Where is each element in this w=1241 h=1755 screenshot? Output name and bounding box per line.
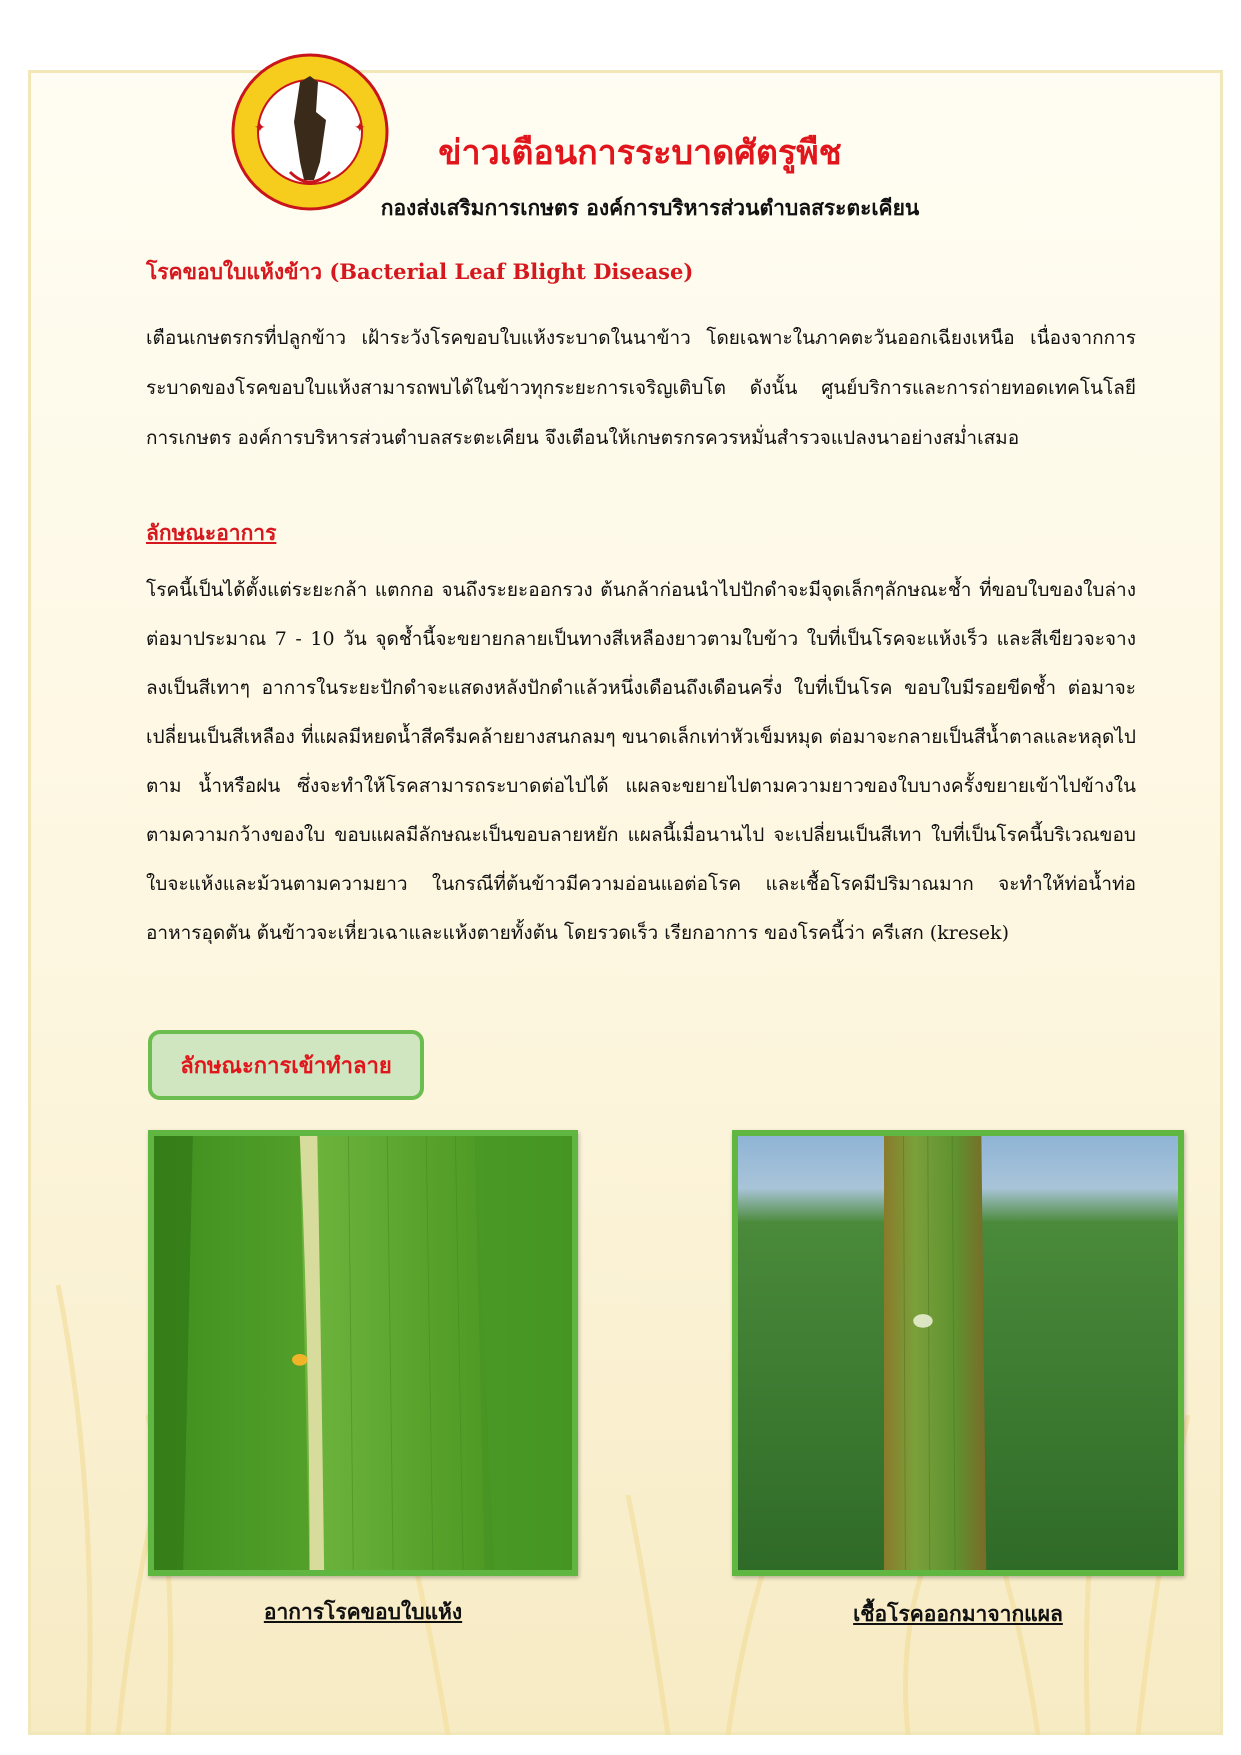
page-title: ข่าวเตือนการระบาดศัตรูพืช: [438, 133, 842, 173]
damage-badge: ลักษณะการเข้าทำลาย: [148, 1030, 424, 1100]
organization-logo: [230, 52, 390, 212]
svg-text:✦: ✦: [254, 120, 266, 136]
rice-stem-photo: [732, 1130, 1184, 1576]
symptoms-paragraph: โรคนี้เป็นได้ตั้งแต่ระยะกล้า แตกกอ จนถึงระยะออกรวง ต้นกล้าก่อนนำไปปักดำจะมีจุดเล็กๆลักษณะช้ำ ที่ขอบใบของใบล่าง ต่อมาประมาณ 7 - 10 วัน จุดช้ำนี้จะขยายกลายเป็นทางสีเหลืองยาวตามใบข้าว ใบที่เป็นโรคจะแห้งเร็ว และสีเขียวจะจางลงเป็นสีเทาๆ อาการในระยะปักดำจะแสดงหลังปักดำแล้วหนึ่งเดือนถึงเดือนครึ่ง ใบที่เป็นโรค ขอบใบมีรอยขีดช้ำ ต่อมาจะเปลี่ยนเป็นสีเหลือง ที่แผลมีหยดน้ำสีครีมคล้ายยางสนกลมๆ ขนาดเล็กเท่าหัวเข็มหมุด ต่อมาจะกลายเป็นสีน้ำตาลและหลุดไปตาม น้ำหรือฝน ซึ่งจะทำให้โรคสามารถระบาดต่อไปได้ แผลจะขยายไปตามความยาวของใบบางครั้งขยายเข้าไปข้างในตามความกว้างของใบ ขอบแผลมีลักษณะเป็นขอบลายหยัก แผลนี้เมื่อนานไป จะเปลี่ยนเป็นสีเทา ใบที่เป็นโรคนี้บริเวณขอบใบจะแห้งและม้วนตามความยาว ในกรณีที่ต้นข้าวมีความอ่อนแอต่อโรค และเชื้อโรคมีปริมาณมาก จะทำให้ท่อน้ำท่ออาหารอุดตัน ต้นข้าวจะเหี่ยวเฉาและแห้งตายทั้งต้น โดยรวดเร็ว เรียกอาการ ของโรคนี้ว่า ครีเสก (kresek): [146, 579, 1136, 944]
svg-text:✦: ✦: [354, 120, 366, 136]
photo-caption: เชื้อโรคออกมาจากแผล: [853, 1602, 1063, 1626]
department-subtitle: กองส่งเสริมการเกษตร องค์การบริหารส่วนตำบลสระตะเคียน: [380, 196, 920, 220]
photo-caption: อาการโรคขอบใบแห้ง: [263, 1600, 463, 1624]
disease-title: โรคขอบใบแห้งข้าว (Bacterial Leaf Blight Disease): [146, 259, 694, 284]
rice-leaf-photo: [148, 1130, 578, 1576]
intro-paragraph: เตือนเกษตรกรที่ปลูกข้าว เฝ้าระวังโรคขอบใบแห้งระบาดในนาข้าว โดยเฉพาะในภาคตะวันออกเฉียงเหนือ เนื่องจากการระบาดของโรคขอบใบแห้งสามารถพบได้ในข้าวทุกระยะการเจริญเติบโต ดังนั้น ศูนย์บริการและการถ่ายทอดเทคโนโลยีการเกษตร องค์การบริหารส่วนตำบลสระตะเคียน จึงเตือนให้เกษตรกรควรหมั่นสำรวจแปลงนาอย่างสม่ำเสมอ: [146, 327, 1136, 449]
symptoms-heading: ลักษณะอาการ: [146, 520, 277, 545]
